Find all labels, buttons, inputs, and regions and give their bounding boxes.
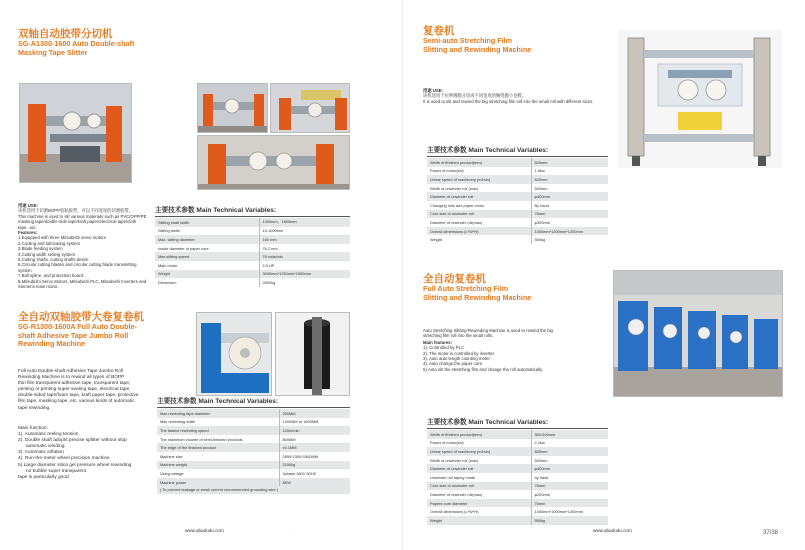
left-s1-use-label: 用途 USE: bbox=[18, 203, 39, 208]
left-s2-desc-line: film tape, masking tape, etc. various kinds of automatic bbox=[18, 399, 135, 405]
spec-value: 3phase 380V 50HZ bbox=[279, 469, 350, 478]
rewinder-photo-1 bbox=[196, 312, 272, 396]
page-divider bbox=[402, 0, 403, 550]
left-s1-use-en: This machine is used to slit various materials such as PVC/OPP/PE masking tape/double-side tape/kraft paper/electrical tape/cloth tape...etc. bbox=[18, 213, 147, 230]
right-footer-url[interactable]: www.abadodo.com bbox=[593, 528, 632, 533]
spec-key: Max rewinding tape diameter bbox=[157, 409, 279, 418]
left-s1-feature: 8.Mitsubishi Servo Motors, Mitsubishi PLC, Mitsubishi Inverters and Siemens main motor. bbox=[18, 278, 147, 290]
spec-value: 15-1000mm bbox=[259, 227, 350, 236]
left-s2-title-en-2: shaft Adhesive Tape Jumbo Roll bbox=[18, 330, 129, 340]
left-s2-desc-line: thin film transparent adhesive tape, transparent tape, bbox=[18, 381, 131, 387]
spec-key: Unwinder roll taping mode bbox=[427, 473, 531, 482]
right-s2-feature: 5).Auto slit the stretching film and change the roll automatically. bbox=[423, 366, 544, 372]
right-s1-spec-heading: 主要技术参数 Main Technical Variables: bbox=[427, 147, 608, 157]
right-s2-title-block bbox=[423, 273, 593, 302]
spec-key: Overall dimensions (L*W*H) bbox=[427, 507, 531, 516]
right-s1-use-en: It is used to slit and rewind the big stretching film roll into the small roll with different sizes. bbox=[423, 98, 594, 104]
spec-key: Width of unwinder roll (max) bbox=[427, 184, 531, 193]
spec-value: 500mm bbox=[531, 158, 608, 167]
right-s1-spec bbox=[427, 147, 608, 244]
spec-value: 2.2kw bbox=[531, 439, 608, 448]
spec-key: Max.slitting speed bbox=[155, 252, 259, 261]
table-row bbox=[427, 464, 608, 473]
spec-key: Diameter of unwinder roll bbox=[427, 192, 531, 201]
spec-key: Papere core diameter bbox=[427, 499, 531, 508]
left-s2-function: no bubble super transparent bbox=[26, 468, 87, 474]
spec-value: 2800kg bbox=[259, 278, 350, 287]
spec-key: Inside diameter of paper core bbox=[155, 244, 259, 253]
table-row bbox=[157, 409, 350, 418]
spec-key: Changing rolls and paper cores bbox=[427, 201, 531, 210]
left-s2-function: 2). Double shaft adopts precise splitter without stop bbox=[18, 438, 127, 444]
right-s2-spec-heading: 主要技术参数 Main Technical Variables: bbox=[427, 419, 608, 429]
right-s2-title-en-1: Full Auto Stretching Film bbox=[423, 284, 509, 293]
spec-value: φ300mm bbox=[531, 218, 608, 227]
spec-key: Slitting width bbox=[155, 227, 259, 236]
left-s2-title-cn: 全自动双轴胶带大卷复卷机 bbox=[18, 311, 144, 323]
table-row bbox=[427, 499, 608, 508]
left-s2-functions bbox=[18, 426, 153, 481]
spec-key: The maximum volume of semi-finished products bbox=[157, 435, 279, 444]
spec-key: Linear speed of machinery (m/min) bbox=[427, 175, 531, 184]
table-row bbox=[427, 456, 608, 465]
spec-key: Weight bbox=[427, 235, 531, 244]
table-row bbox=[155, 270, 350, 279]
spec-key: Machine weight bbox=[157, 461, 279, 470]
rewinder-photo-2 bbox=[275, 312, 350, 396]
spec-key: Core size of unwinder roll bbox=[427, 482, 531, 491]
spec-value: 800MM bbox=[279, 435, 350, 444]
spec-key: Diameter of unwinder roll bbox=[427, 464, 531, 473]
spec-value: 1.5kw bbox=[531, 167, 608, 176]
table-row bbox=[427, 482, 608, 491]
spec-value: 1300mm、1600mm bbox=[259, 218, 350, 227]
spec-value: 250MM bbox=[279, 409, 350, 418]
left-s1-usage bbox=[18, 203, 150, 290]
table-row bbox=[427, 175, 608, 184]
spec-key: Diameter of rewinder roll(max) bbox=[427, 218, 531, 227]
left-s2-main-function-label: Main function: bbox=[18, 426, 48, 431]
left-s2-desc-line: Full Auto Double-shaft Adhesive Tape Jumbo Roll bbox=[18, 369, 123, 374]
left-s2-spec-heading: 主要技术参数 Main Technical Variables: bbox=[157, 398, 350, 408]
left-s1-title-en-2: Masking Tape Slitter bbox=[18, 47, 88, 57]
table-row bbox=[427, 439, 608, 448]
table-row bbox=[427, 430, 608, 439]
spec-value: 76mm bbox=[531, 210, 608, 219]
spec-value: 300-500mm bbox=[531, 430, 608, 439]
table-row bbox=[155, 227, 350, 236]
left-s1-spec-table bbox=[155, 218, 350, 287]
spec-value: 2850*2300*1500MM bbox=[279, 452, 350, 461]
left-s1-title-block bbox=[18, 28, 188, 57]
spec-value: 3000mm*1250mm*1500mm bbox=[259, 270, 350, 279]
right-s2-description bbox=[423, 328, 608, 372]
right-s2-feature: 3). Auto auto length counting meter bbox=[423, 356, 490, 362]
left-s2-title-block bbox=[18, 311, 193, 349]
table-row bbox=[157, 478, 350, 487]
spec-key: Dimension bbox=[155, 278, 259, 287]
left-s1-feature: 4.Cutting width setting system bbox=[18, 251, 76, 257]
spec-value: 8KW bbox=[279, 478, 350, 487]
spec-key: Weight bbox=[155, 270, 259, 279]
table-row bbox=[427, 473, 608, 482]
right-s1-title-en-1: Semi-auto Stretching Film bbox=[423, 36, 513, 45]
table-row bbox=[427, 516, 608, 525]
spec-value: 500mm bbox=[531, 184, 608, 193]
right-s2-title-en-2: Slitting and Rewinding Machine bbox=[423, 292, 532, 302]
spec-value: 600mm bbox=[531, 447, 608, 456]
table-row bbox=[157, 452, 350, 461]
left-s2-spec-note: ( To prevent leakage or weak current recommended grounding wire ) bbox=[157, 486, 350, 493]
left-s1-spec bbox=[155, 207, 350, 287]
right-s2-spec-table bbox=[427, 430, 608, 525]
left-s2-desc-line: double-sided tape/foam tape, kraft paper tape, protective bbox=[18, 393, 139, 399]
spec-value: 78 rods/min bbox=[259, 252, 350, 261]
right-s2-spec bbox=[427, 419, 608, 525]
table-row bbox=[157, 426, 350, 435]
left-s2-function: automatic winding. bbox=[26, 444, 66, 450]
left-footer-small: ... bbox=[293, 531, 296, 535]
left-s1-feature: 7.Ball spline, and protection board bbox=[18, 273, 83, 279]
spec-key: The edge of the finished product bbox=[157, 443, 279, 452]
table-row bbox=[427, 167, 608, 176]
full-auto-machine-photo bbox=[613, 270, 783, 397]
spec-value: 2150kg bbox=[279, 461, 350, 470]
spec-value: 1400mm*1000mm*1300mm bbox=[531, 507, 608, 516]
table-row bbox=[155, 278, 350, 287]
right-s2-desc-line: Auto Stretching Slitting-Rewinding Machine is used to rewind the big bbox=[423, 328, 553, 333]
right-s2-feature: 1). Controlled by PLC bbox=[423, 345, 465, 351]
left-s1-feature: 5.Cutting shafts, cutting shafts desire bbox=[18, 257, 89, 263]
table-row bbox=[155, 261, 350, 270]
right-s1-spec-table bbox=[427, 158, 608, 244]
table-row bbox=[427, 184, 608, 193]
table-row bbox=[427, 201, 608, 210]
left-s2-title-en-1: SG-R1300-1600A Full Auto Double- bbox=[18, 322, 137, 331]
page-number: 37/38 bbox=[763, 530, 779, 536]
left-s2-desc-line: printing or printing super sealing tape, electrical tape, bbox=[18, 387, 131, 393]
spec-key: Max. slitting diameter bbox=[155, 235, 259, 244]
spec-value: 500mm bbox=[531, 456, 608, 465]
slitter-photo-4 bbox=[197, 135, 350, 190]
spec-value: φ200mm bbox=[531, 490, 608, 499]
right-s1-title-block bbox=[423, 25, 593, 54]
left-s2-function: 5).Large diameter silica gel pressure wheel rewinding bbox=[18, 462, 132, 468]
right-s1-use-cn: 该机适用于拉伸薄膜分切成不同宽度的缠绕膜小卷膜。 bbox=[423, 93, 527, 99]
right-s1-use-label: 用途 USE: bbox=[423, 88, 444, 93]
spec-value: 120m/min bbox=[279, 426, 350, 435]
spec-key: Overall dimensions (L*W*H) bbox=[427, 227, 531, 236]
spec-value: 76mm bbox=[531, 482, 608, 491]
table-row bbox=[155, 244, 350, 253]
spec-value: 400mm bbox=[531, 175, 608, 184]
spec-key: Core size of unwinder roll bbox=[427, 210, 531, 219]
spec-key: Width of finished product(mm) bbox=[427, 430, 531, 439]
table-row bbox=[155, 252, 350, 261]
left-s2-function: 4). Run-the-meter wheel precision machine bbox=[18, 456, 110, 462]
spec-key: Width of unwinder roll (max) bbox=[427, 456, 531, 465]
table-row bbox=[157, 461, 350, 470]
right-s2-feature: 2). The motor is controlled by inverter bbox=[423, 350, 495, 356]
spec-key: Linear speed of machinery (m/min) bbox=[427, 447, 531, 456]
table-row bbox=[157, 443, 350, 452]
right-s2-title-cn: 全自动复卷机 bbox=[423, 273, 486, 285]
right-s2-feature: 4). Auto change the paper core. bbox=[423, 361, 484, 367]
spec-value: 5.5 HP bbox=[259, 261, 350, 270]
spec-value: 1300MM or 1600MM bbox=[279, 418, 350, 427]
left-s1-title-cn: 双轴自动胶带分切机 bbox=[18, 28, 113, 40]
spec-key: Machine power bbox=[157, 478, 279, 487]
spec-key: Machine size bbox=[157, 452, 279, 461]
spec-value: 550kg bbox=[531, 235, 608, 244]
spec-value: By hand bbox=[531, 201, 608, 210]
semi-auto-machine-photo bbox=[618, 30, 782, 168]
spec-value: φ400mm bbox=[531, 464, 608, 473]
spec-key: Using voltage bbox=[157, 469, 279, 478]
spec-key: Diameter of rewinder roll(max) bbox=[427, 490, 531, 499]
right-s2-features-label: Main features: bbox=[423, 339, 453, 345]
left-s1-feature: 2.Cooling and lubricating system bbox=[18, 240, 81, 246]
table-row bbox=[427, 507, 608, 516]
right-s1-usage bbox=[423, 88, 608, 104]
left-s1-feature: 6.Circular cutting blades and circular cutting blade transmitting system bbox=[18, 262, 137, 273]
table-row bbox=[157, 469, 350, 478]
spec-value: 1400mm*1200mm*1200mm bbox=[531, 227, 608, 236]
left-s2-desc-line: Rewinding Machine is to rewind all types of BOPP bbox=[18, 375, 125, 381]
slitter-photo-2 bbox=[197, 83, 268, 133]
table-row bbox=[427, 227, 608, 236]
right-s1-title-cn: 复卷机 bbox=[423, 25, 455, 37]
spec-value: 76mm bbox=[531, 499, 608, 508]
spec-value: 550kg bbox=[531, 516, 608, 525]
right-s2-desc-line: stretching film roll into the small rolls. bbox=[423, 333, 494, 339]
spec-value: ±0.1MM bbox=[279, 443, 350, 452]
table-row bbox=[427, 218, 608, 227]
left-s2-desc-line: tape rewinding. bbox=[18, 405, 51, 411]
left-s2-function: 1). Automatic reeling tension bbox=[18, 432, 79, 438]
left-s1-title-en-1: SG-A1300-1600 Auto Double-shaft bbox=[18, 39, 135, 48]
table-row bbox=[427, 235, 608, 244]
left-s2-function: tape is particularly good. bbox=[18, 474, 70, 480]
left-s2-title-en-3: Rewinding Machine bbox=[18, 339, 86, 349]
left-s1-feature: 1.Equipped with three Mitsubishi servo motors bbox=[18, 235, 106, 241]
slitter-photo-3 bbox=[270, 83, 350, 133]
table-row bbox=[157, 435, 350, 444]
table-row bbox=[157, 418, 350, 427]
left-footer-url[interactable]: www.abadodo.com bbox=[185, 528, 224, 533]
spec-key: Max rewinding width bbox=[157, 418, 279, 427]
left-s1-spec-heading: 主要技术参数 Main Technical Variables: bbox=[155, 207, 350, 217]
spec-key: The fastest rewinding speed bbox=[157, 426, 279, 435]
table-row bbox=[427, 158, 608, 167]
spec-key: Power of motor(kw) bbox=[427, 439, 531, 448]
left-s1-use-cn: 该机适用于切割BOPP胶粘胶带，可以不同宽度的切割胶带。 bbox=[18, 208, 134, 214]
table-row bbox=[427, 210, 608, 219]
spec-key: Weight bbox=[427, 516, 531, 525]
table-row bbox=[155, 235, 350, 244]
spec-key: Main motor bbox=[155, 261, 259, 270]
spec-key: Slitting shaft width bbox=[155, 218, 259, 227]
table-row bbox=[427, 192, 608, 201]
spec-value: φ400mm bbox=[531, 192, 608, 201]
left-s2-spec bbox=[157, 398, 350, 494]
spec-key: Width of finished product(mm) bbox=[427, 158, 531, 167]
left-s2-spec-table bbox=[157, 409, 350, 486]
table-row bbox=[427, 490, 608, 499]
table-row bbox=[427, 447, 608, 456]
left-s1-features-label: Features: bbox=[18, 230, 38, 236]
spec-value: by hand bbox=[531, 473, 608, 482]
left-s2-function: 3). Automatic inflation bbox=[18, 450, 64, 456]
spec-value: 76.2 mm bbox=[259, 244, 350, 253]
right-s1-title-en-2: Slitting and Rewinding Machine bbox=[423, 44, 532, 54]
spec-value: 160 mm bbox=[259, 235, 350, 244]
table-row bbox=[155, 218, 350, 227]
spec-key: Power of motor(kw) bbox=[427, 167, 531, 176]
left-s1-feature: 3.Blade feeding system bbox=[18, 246, 63, 252]
slitter-photo-1 bbox=[19, 83, 132, 183]
